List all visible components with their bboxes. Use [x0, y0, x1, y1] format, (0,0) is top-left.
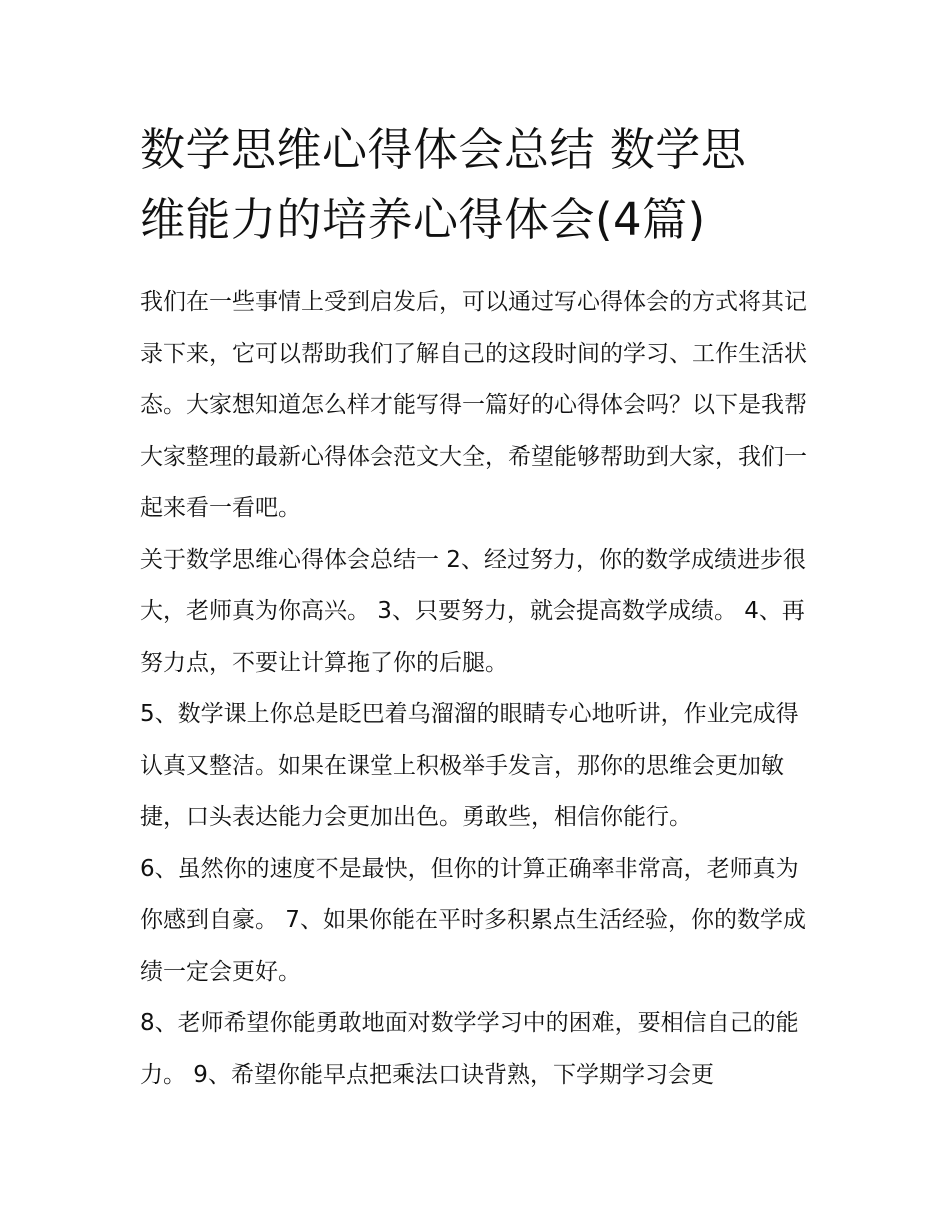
- document-content: [140, 115, 812, 1101]
- paragraph-item-8-9: 8、老师希望你能勇敢地面对数学学习中的困难，要相信自己的能力。 9、希望你能早点把乘法口诀背熟，下学期学习会更: [140, 1010, 799, 1088]
- paragraph-section-one: 关于数学思维心得体会总结一 2、经过努力，你的数学成绩进步很大，老师真为你高兴。 3、只要努力，就会提高数学成绩。 4、再努力点，不要让计算拖了你的后腿。: [140, 546, 806, 676]
- paragraph-item-6-7: 6、虽然你的速度不是最快，但你的计算正确率非常高，老师真为你感到自豪。 7、如果你能在平时多积累点生活经验，你的数学成绩一定会更好。: [140, 855, 806, 985]
- document-body: [140, 277, 812, 1101]
- document-title: [140, 115, 812, 255]
- title-line-1: 数学思维心得体会总结 数学思: [140, 123, 747, 176]
- paragraph-item-5: 5、数学课上你总是眨巴着乌溜溜的眼睛专心地听讲，作业完成得认真又整洁。如果在课堂上积极举手发言，那你的思维会更加敏捷，口头表达能力会更加出色。勇敢些，相信你能行。: [140, 701, 799, 830]
- paragraph-intro: 我们在一些事情上受到启发后，可以通过写心得体会的方式将其记录下来，它可以帮助我们了解自己的这段时间的学习、工作生活状态。大家想知道怎么样才能写得一篇好的心得体会吗？以下是我帮大家整理的最新心得体会范文大全，希望能够帮助到大家，我们一起来看一看吧。: [140, 289, 807, 521]
- title-line-2: 维能力的培养心得体会(4篇): [140, 193, 706, 246]
